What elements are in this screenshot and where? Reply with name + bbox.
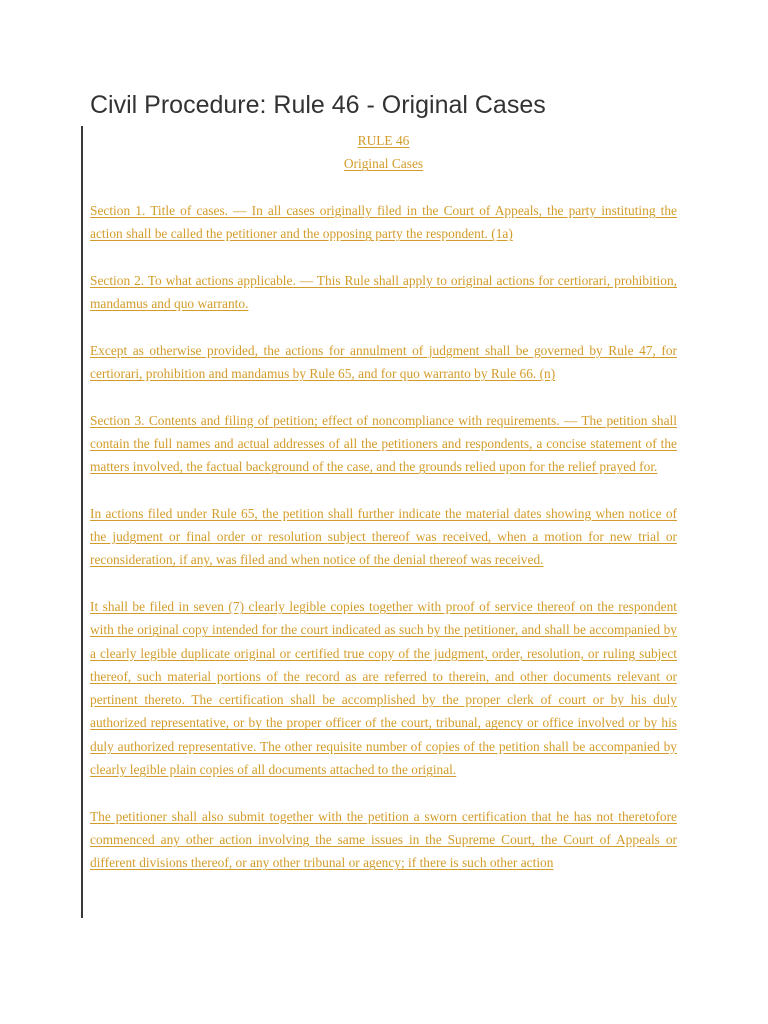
rule-heading: RULE 46 [357, 133, 410, 148]
rule-65-dates-paragraph: In actions filed under Rule 65, the petition shall further indicate the material dates showing when notice of the judgment or final order or resolution subject thereof was received, when a motion for new trial or reconsideration, if any, was filed and when notice of the denial thereof was received. [90, 505, 677, 568]
section-3-paragraph: Section 3. Contents and filing of petition; effect of noncompliance with requirements. — The petition shall contain the full names and actual addresses of all the petitioners and respondents, a concise statement of the matters involved, the factual background of the case, and the grounds relied upon for the relief prayed for. [90, 412, 677, 475]
section-2-paragraph: Section 2. To what actions applicable. — This Rule shall apply to original actions for certiorari, prohibition, mandamus and quo warranto. [90, 272, 677, 312]
section-1-paragraph: Section 1. Title of cases. — In all cases originally filed in the Court of Appeals, the party instituting the action shall be called the petitioner and the opposing party the respondent. (1a) [90, 202, 677, 242]
left-margin-rule [81, 126, 83, 918]
document-body [90, 129, 677, 921]
section-2-exception-paragraph: Except as otherwise provided, the actions for annulment of judgment shall be governed by Rule 47, for certiorari, prohibition and mandamus by Rule 65, and for quo warranto by Rule 66. (n) [90, 342, 677, 381]
certification-paragraph: The petitioner shall also submit together with the petition a sworn certification that he has not theretofore commenced any other action involving the same issues in the Supreme Court, the Court of Appeals or different divisions thereof, or any other tribunal or agency; if there is such other action [90, 808, 677, 871]
rule-subheading: Original Cases [343, 156, 424, 172]
filing-copies-paragraph: It shall be filed in seven (7) clearly legible copies together with proof of service thereof on the respondent with the original copy intended for the court indicated as such by the petitioner, and shall be accompanied by a clearly legible duplicate original or certified true copy of the judgment, order, resolution, or ruling subject thereof, such material portions of the record as are referred to therein, and other documents relevant or pertinent thereto. The certification shall be accomplished by the proper clerk of court or by his duly authorized representative, or by the proper officer of the court, tribunal, agency or office involved or by his duly authorized representative. The other requisite number of copies of the petition shall be accompanied by clearly legible plain copies of all documents attached to the original. [90, 598, 677, 778]
page-title: Civil Procedure: Rule 46 - Original Cases [90, 91, 546, 119]
